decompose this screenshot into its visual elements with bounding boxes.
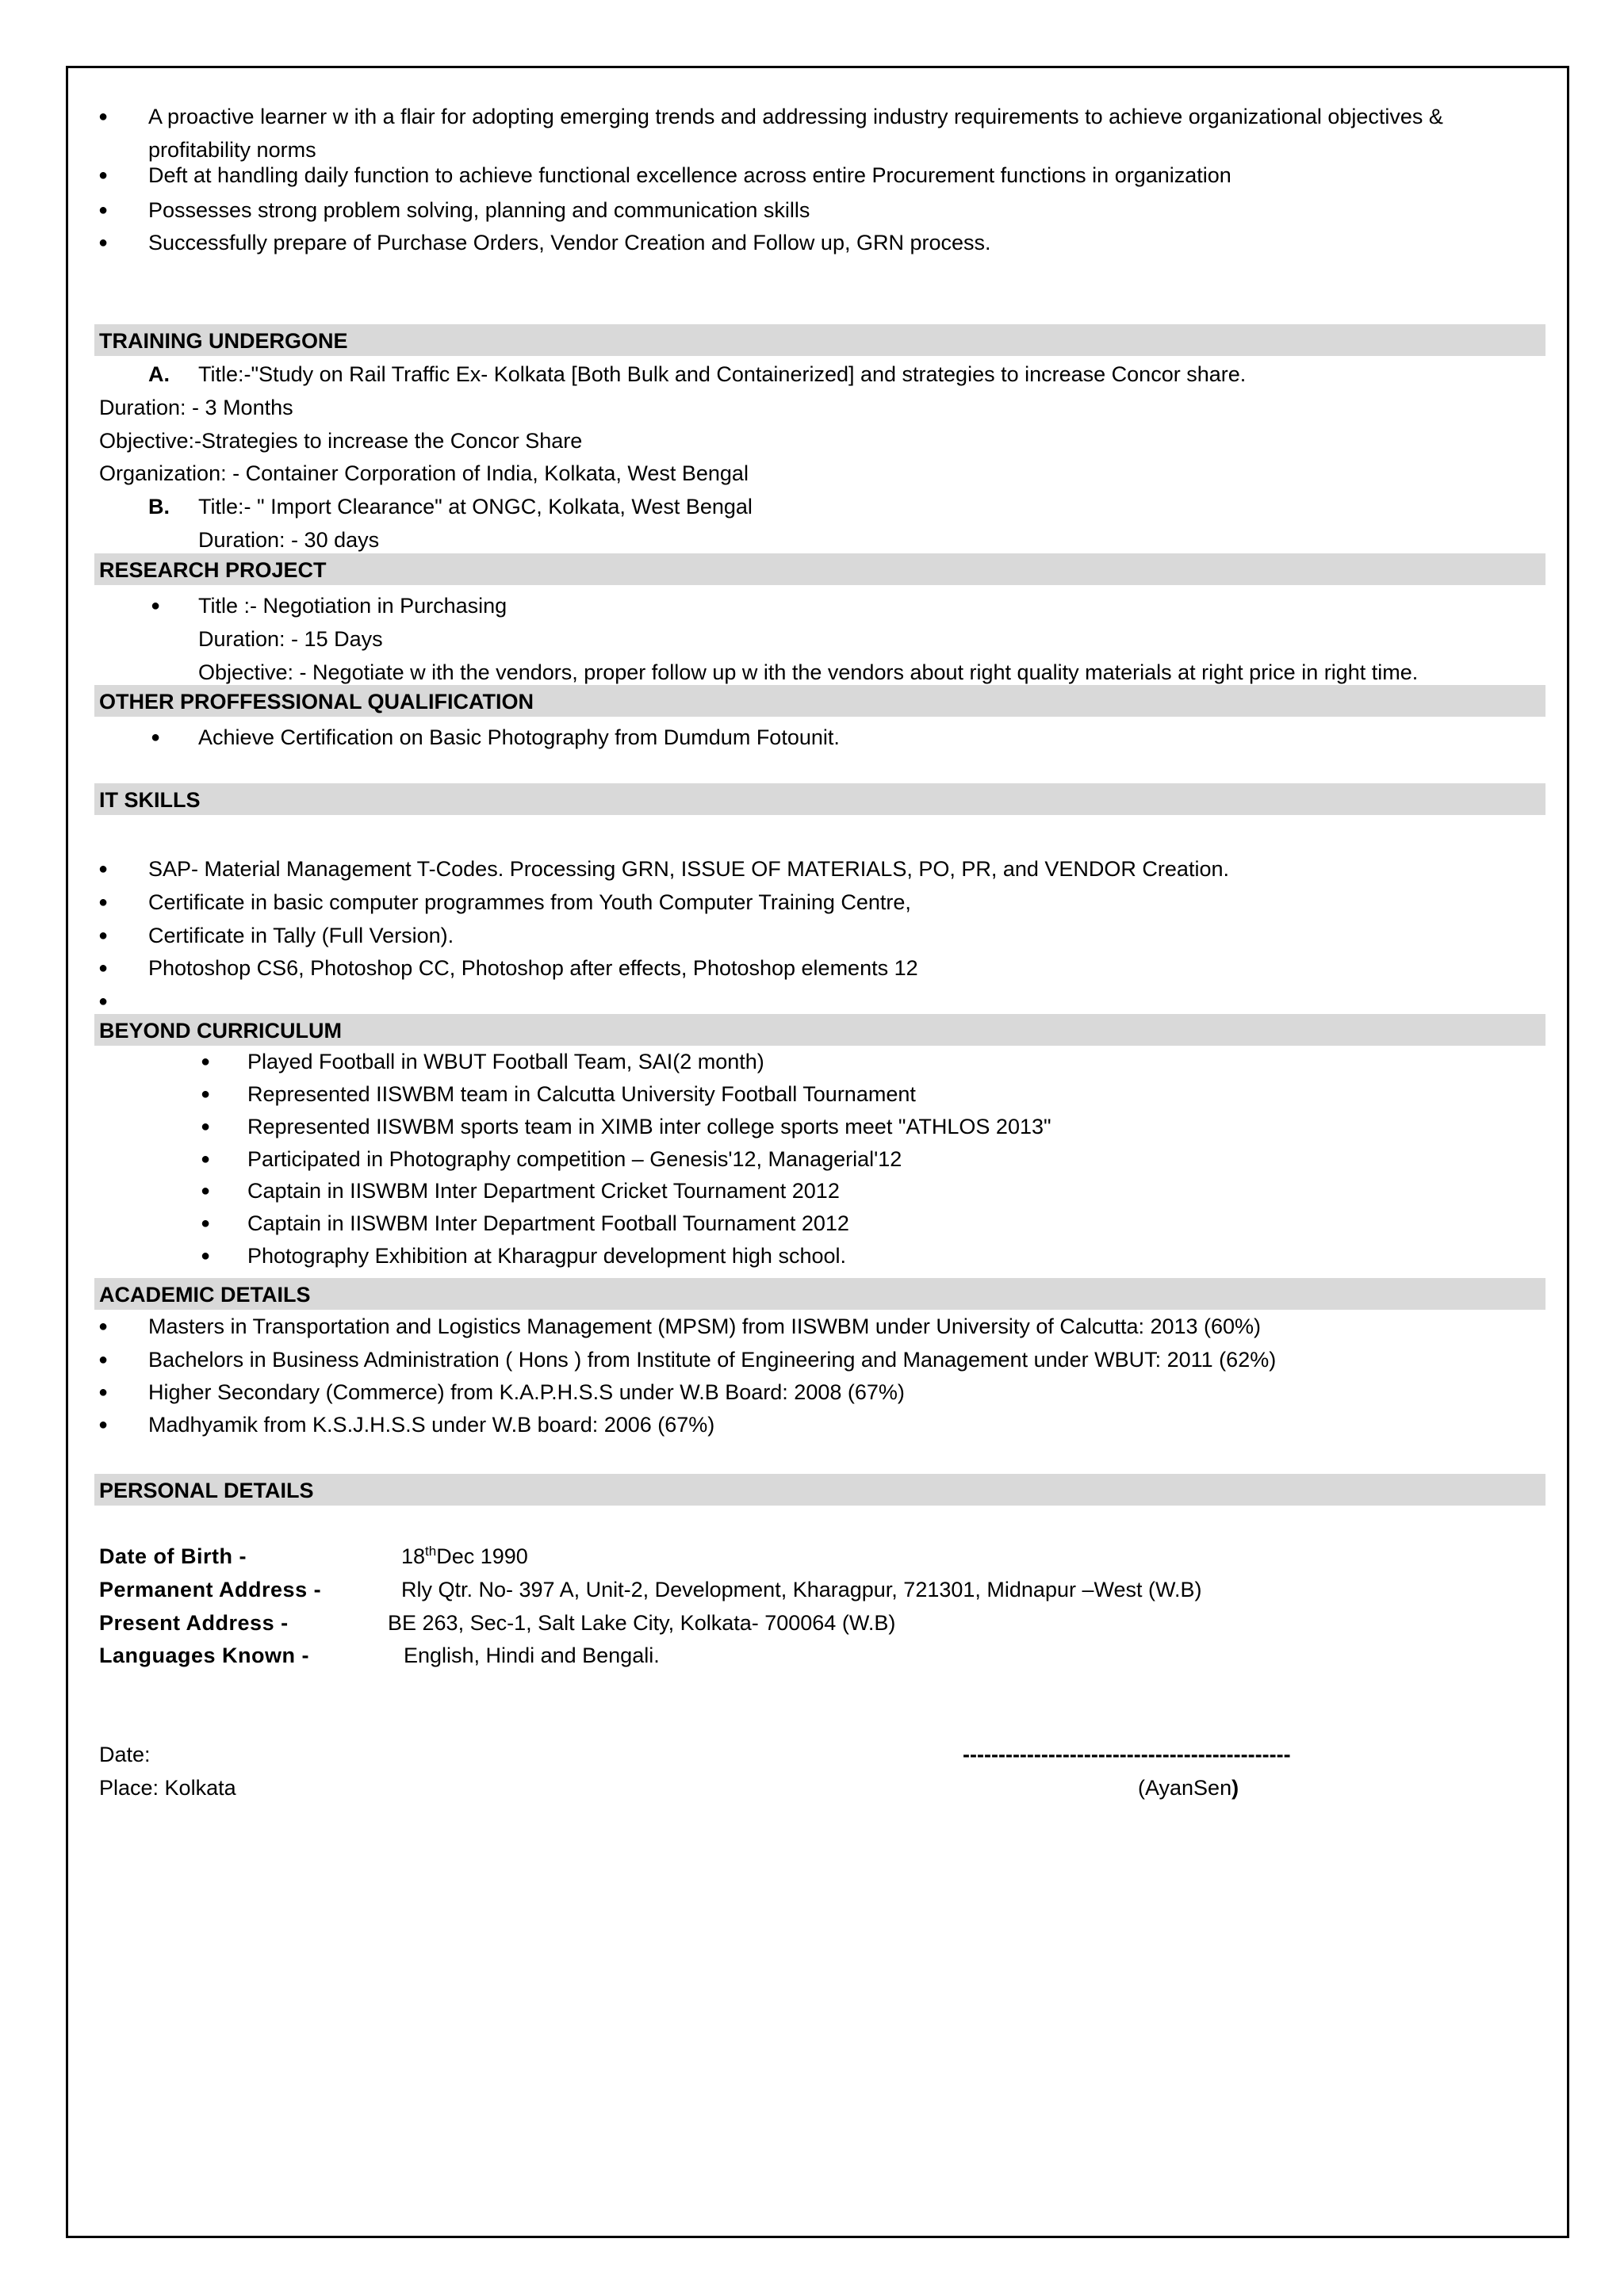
- academic-item: Higher Secondary (Commerce) from K.A.P.H.S.S under W.B Board: 2008 (67%): [148, 1380, 905, 1404]
- bullet-icon: ●: [98, 860, 109, 878]
- languages-value: English, Hindi and Bengali.: [404, 1644, 660, 1667]
- section-header-other: [94, 685, 1545, 717]
- dob-month-year: Dec 1990: [436, 1544, 528, 1568]
- bullet-icon: ●: [98, 1318, 109, 1335]
- bullet-icon: ●: [98, 1416, 109, 1433]
- dob-value: [401, 1543, 528, 1570]
- academic-item: Madhyamik from K.S.J.H.S.S under W.B board: 2006 (67%): [148, 1413, 715, 1437]
- bullet-icon: ●: [98, 1383, 109, 1401]
- section-title: ACADEMIC DETAILS: [99, 1283, 311, 1307]
- list-marker: B.: [148, 495, 170, 519]
- beyond-item: Participated in Photography competition – Genesis'12, Managerial'12: [247, 1147, 902, 1171]
- it-skill-item: SAP- Material Management T-Codes. Processing GRN, ISSUE OF MATERIALS, PO, PR, and VENDOR Creation.: [148, 857, 1229, 881]
- research-objective: Objective: - Negotiate w ith the vendors, proper follow up w ith the vendors about right quality materials at right price in right time.: [198, 660, 1419, 684]
- bullet-icon: ●: [201, 1215, 211, 1232]
- list-marker: A.: [148, 362, 170, 386]
- present-address-label: Present Address -: [99, 1611, 289, 1635]
- beyond-item: Played Football in WBUT Football Team, SAI(2 month): [247, 1050, 764, 1073]
- section-title: PERSONAL DETAILS: [99, 1479, 314, 1502]
- bullet-icon: ●: [98, 993, 109, 1010]
- it-skill-item: Photoshop CS6, Photoshop CC, Photoshop after effects, Photoshop elements 12: [148, 956, 918, 980]
- bullet-icon: ●: [98, 108, 109, 125]
- bullet-icon: ●: [151, 729, 161, 746]
- summary-item: Deft at handling daily function to achieve functional excellence across entire Procurement functions in organization: [148, 163, 1231, 187]
- section-title: IT SKILLS: [99, 788, 201, 812]
- permanent-address-value: Rly Qtr. No- 397 A, Unit-2, Development, Kharagpur, 721301, Midnapur –West (W.B): [401, 1578, 1202, 1601]
- present-address-value: BE 263, Sec-1, Salt Lake City, Kolkata- 700064 (W.B): [388, 1611, 896, 1635]
- summary-item: Successfully prepare of Purchase Orders, Vendor Creation and Follow up, GRN process.: [148, 231, 991, 254]
- place-label: Place: Kolkata: [99, 1776, 236, 1800]
- bullet-icon: ●: [98, 894, 109, 911]
- section-header-research: [94, 553, 1545, 585]
- section-title: TRAINING UNDERGONE: [99, 329, 348, 353]
- bullet-icon: ●: [201, 1182, 211, 1200]
- academic-item: Bachelors in Business Administration ( Hons ) from Institute of Engineering and Management under WBUT: 2011 (62%): [148, 1348, 1277, 1372]
- bullet-icon: ●: [201, 1118, 211, 1135]
- beyond-item: Represented IISWBM team in Calcutta University Football Tournament: [247, 1082, 916, 1106]
- bullet-icon: ●: [98, 201, 109, 219]
- it-skill-item: Certificate in Tally (Full Version).: [148, 924, 454, 947]
- beyond-item: Photography Exhibition at Kharagpur development high school.: [247, 1244, 846, 1268]
- section-header-it-skills: [94, 783, 1545, 815]
- signature-name: [1138, 1774, 1239, 1801]
- it-skill-item: Certificate in basic computer programmes from Youth Computer Training Centre,: [148, 890, 911, 914]
- bullet-icon: ●: [201, 1085, 211, 1103]
- beyond-item: Captain in IISWBM Inter Department Cricket Tournament 2012: [247, 1179, 840, 1203]
- summary-item: A proactive learner w ith a flair for adopting emerging trends and addressing industry requirements to achieve organizational objectives &: [148, 105, 1443, 128]
- section-title: RESEARCH PROJECT: [99, 558, 327, 582]
- languages-label: Languages Known -: [99, 1644, 309, 1667]
- summary-item-continuation: profitability norms: [148, 138, 316, 162]
- bullet-icon: ●: [201, 1150, 211, 1168]
- training-b-title: Title:- " Import Clearance" at ONGC, Kolkata, West Bengal: [198, 495, 753, 519]
- date-label: Date:: [99, 1743, 151, 1766]
- research-title: Title :- Negotiation in Purchasing: [198, 594, 508, 618]
- training-a-organization: Organization: - Container Corporation of India, Kolkata, West Bengal: [99, 461, 749, 485]
- dob-day: 18: [401, 1544, 426, 1568]
- bullet-icon: ●: [98, 166, 109, 184]
- research-duration: Duration: - 15 Days: [198, 627, 383, 651]
- signature-line: ----------------------------------------------: [963, 1743, 1291, 1766]
- bullet-icon: ●: [151, 597, 161, 614]
- beyond-item: Captain in IISWBM Inter Department Football Tournament 2012: [247, 1211, 849, 1235]
- other-item: Achieve Certification on Basic Photography from Dumdum Fotounit.: [198, 725, 840, 749]
- section-header-training: [94, 324, 1545, 356]
- section-header-beyond: [94, 1014, 1545, 1046]
- section-title: BEYOND CURRICULUM: [99, 1019, 342, 1043]
- dob-label: Date of Birth -: [99, 1544, 247, 1568]
- section-title: OTHER PROFFESSIONAL QUALIFICATION: [99, 690, 534, 714]
- summary-item: Possesses strong problem solving, planning and communication skills: [148, 198, 810, 222]
- bullet-icon: ●: [201, 1247, 211, 1265]
- signature-name-text: (AyanSen: [1138, 1776, 1232, 1800]
- section-header-personal: [94, 1474, 1545, 1506]
- signature-close-paren: ): [1231, 1776, 1239, 1800]
- academic-item: Masters in Transportation and Logistics Management (MPSM) from IISWBM under University of Calcutta: 2013 (60%): [148, 1314, 1262, 1338]
- bullet-icon: ●: [98, 959, 109, 977]
- bullet-icon: ●: [98, 1351, 109, 1368]
- bullet-icon: ●: [98, 927, 109, 944]
- training-a-title: Title:-"Study on Rail Traffic Ex- Kolkata [Both Bulk and Containerized] and strategies to increase Concor share.: [198, 362, 1247, 386]
- bullet-icon: ●: [201, 1053, 211, 1070]
- beyond-item: Represented IISWBM sports team in XIMB inter college sports meet "ATHLOS 2013": [247, 1115, 1051, 1138]
- training-b-duration: Duration: - 30 days: [198, 528, 380, 552]
- permanent-address-label: Permanent Address -: [99, 1578, 322, 1601]
- bullet-icon: ●: [98, 234, 109, 251]
- dob-suffix: th: [425, 1544, 437, 1559]
- section-header-academic: [94, 1278, 1545, 1310]
- training-a-duration: Duration: - 3 Months: [99, 396, 293, 419]
- training-a-objective: Objective:-Strategies to increase the Concor Share: [99, 429, 583, 453]
